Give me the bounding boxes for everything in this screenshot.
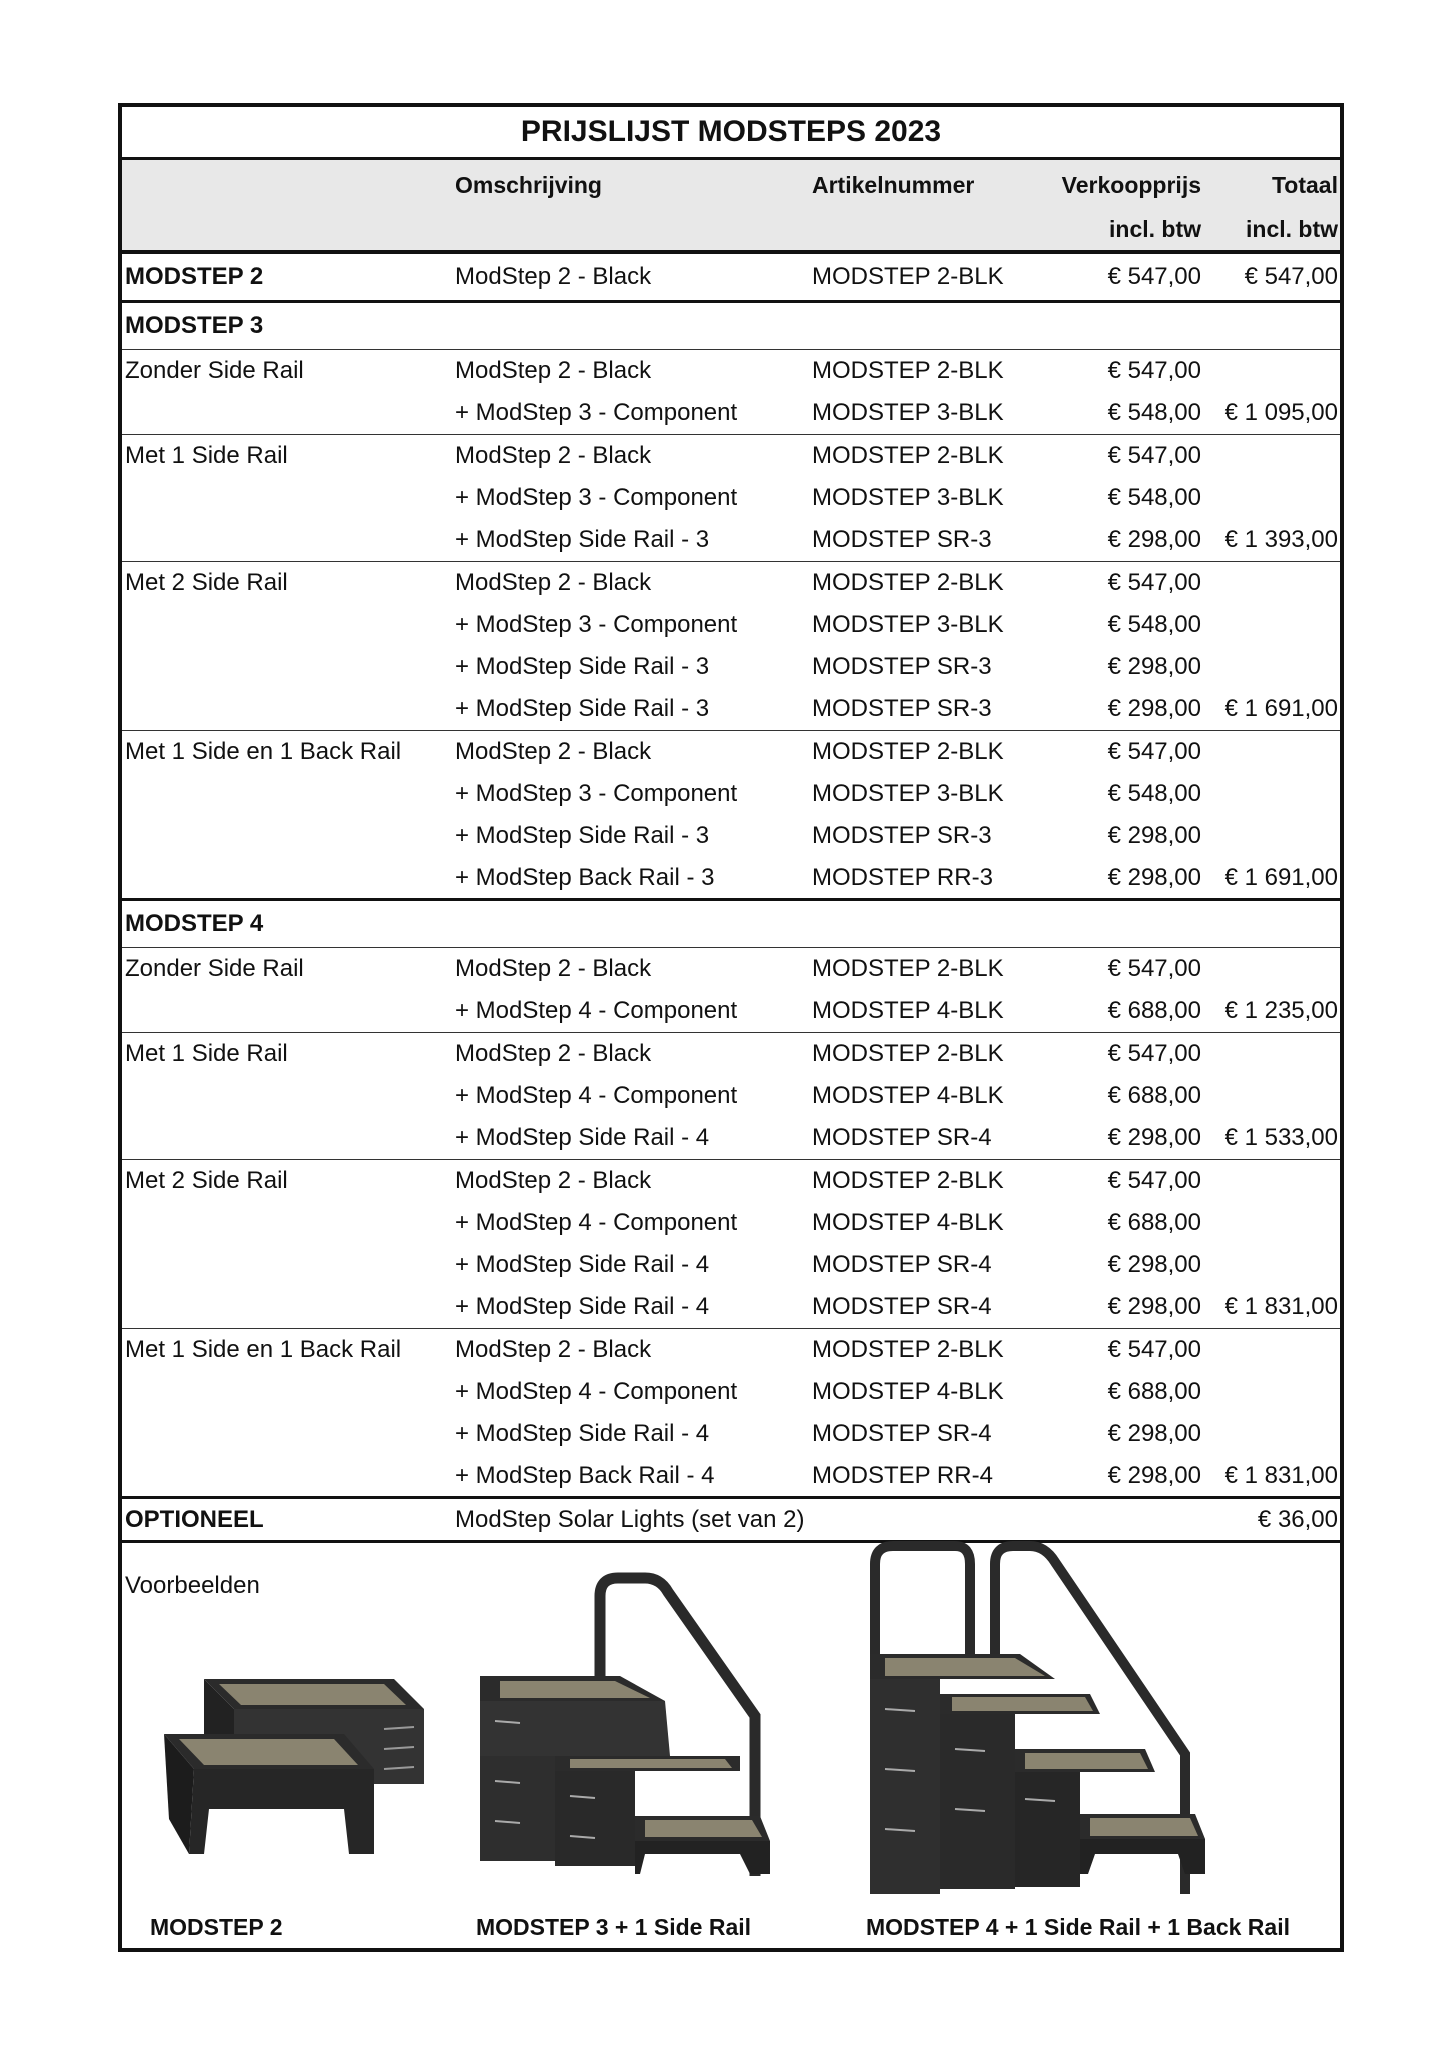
row-description: + ModStep 4 - Component: [455, 1378, 738, 1405]
row-article-number: MODSTEP 2-BLK: [812, 955, 1004, 982]
row-article-number: MODSTEP SR-3: [812, 653, 992, 680]
row-article-number: MODSTEP 2-BLK: [812, 1336, 1004, 1363]
row-label: Met 1 Side en 1 Back Rail: [125, 1336, 402, 1363]
row-price: € 298,00: [1107, 1420, 1201, 1447]
row-article-number: MODSTEP 2-BLK: [812, 738, 1004, 765]
row-price: € 688,00: [1107, 1378, 1201, 1405]
row-price: € 548,00: [1107, 399, 1201, 426]
row-article-number: MODSTEP SR-3: [812, 822, 992, 849]
row-label: OPTIONEEL: [125, 1506, 264, 1533]
row-total: € 1 533,00: [1224, 1124, 1338, 1151]
table-row: [122, 519, 1340, 562]
row-article-number: MODSTEP 2-BLK: [812, 357, 1004, 384]
row-total: € 1 691,00: [1224, 864, 1338, 891]
row-description: + ModStep Side Rail - 3: [455, 695, 710, 722]
row-description: ModStep Solar Lights (set van 2): [455, 1506, 805, 1533]
table-row: [122, 1202, 1340, 1244]
row-price: € 547,00: [1107, 1167, 1201, 1194]
row-article-number: MODSTEP 3-BLK: [812, 611, 1004, 638]
row-label: Zonder Side Rail: [125, 357, 304, 384]
row-article-number: MODSTEP 2-BLK: [812, 1040, 1004, 1067]
row-description: + ModStep 4 - Component: [455, 997, 738, 1024]
modstep-3-side-rail-image: [470, 1556, 780, 1891]
table-row: [122, 948, 1340, 990]
row-article-number: MODSTEP 4-BLK: [812, 1082, 1004, 1109]
row-price: € 298,00: [1107, 526, 1201, 553]
row-price: € 688,00: [1107, 1082, 1201, 1109]
table-body: [122, 254, 1340, 1543]
row-total: € 1 831,00: [1224, 1462, 1338, 1489]
header-description: Omschrijving: [455, 172, 602, 198]
row-price: € 547,00: [1107, 263, 1201, 290]
header-article: Artikelnummer: [812, 172, 975, 198]
row-description: + ModStep 3 - Component: [455, 780, 738, 807]
table-row: [122, 1244, 1340, 1286]
row-label: Met 1 Side Rail: [125, 1040, 288, 1067]
row-description: ModStep 2 - Black: [455, 738, 652, 765]
row-price: € 688,00: [1107, 1209, 1201, 1236]
row-label: Met 1 Side Rail: [125, 442, 288, 469]
header-price-vat: incl. btw: [1109, 216, 1201, 242]
row-price: € 298,00: [1107, 1124, 1201, 1151]
row-total: € 1 831,00: [1224, 1293, 1338, 1320]
header-price: Verkoopprijs: [1061, 172, 1201, 198]
section-heading: [122, 303, 1340, 350]
table-header: [122, 160, 1340, 254]
row-article-number: MODSTEP 2-BLK: [812, 1167, 1004, 1194]
table-row: [122, 990, 1340, 1033]
row-article-number: MODSTEP 2-BLK: [812, 569, 1004, 596]
row-description: + ModStep 3 - Component: [455, 399, 738, 426]
row-article-number: MODSTEP 4-BLK: [812, 1209, 1004, 1236]
row-label: Met 2 Side Rail: [125, 569, 288, 596]
page-title: PRIJSLIJST MODSTEPS 2023: [122, 107, 1340, 160]
row-description: + ModStep 4 - Component: [455, 1209, 738, 1236]
row-description: + ModStep Side Rail - 4: [455, 1251, 710, 1278]
table-row: [122, 1413, 1340, 1455]
row-price: € 547,00: [1107, 442, 1201, 469]
example-caption-1: MODSTEP 2: [150, 1914, 283, 1940]
row-price: € 298,00: [1107, 1293, 1201, 1320]
row-description: ModStep 2 - Black: [455, 357, 652, 384]
modstep-4-side-back-rail-image: [860, 1534, 1240, 1906]
row-label: MODSTEP 3: [125, 312, 264, 339]
table-row: [122, 1286, 1340, 1329]
row-description: ModStep 2 - Black: [455, 1336, 652, 1363]
table-row: [122, 857, 1340, 901]
row-description: + ModStep Side Rail - 4: [455, 1124, 710, 1151]
row-article-number: MODSTEP SR-3: [812, 526, 992, 553]
row-description: ModStep 2 - Black: [455, 442, 652, 469]
row-article-number: MODSTEP SR-4: [812, 1293, 992, 1320]
row-label: Zonder Side Rail: [125, 955, 304, 982]
row-label: Met 1 Side en 1 Back Rail: [125, 738, 402, 765]
row-price: € 548,00: [1107, 484, 1201, 511]
examples-label: Voorbeelden: [125, 1572, 260, 1599]
table-row: [122, 1033, 1340, 1075]
row-description: ModStep 2 - Black: [455, 1167, 652, 1194]
row-price: € 298,00: [1107, 1251, 1201, 1278]
row-description: + ModStep Side Rail - 4: [455, 1293, 710, 1320]
row-price: € 688,00: [1107, 997, 1201, 1024]
table-row: [122, 604, 1340, 646]
row-article-number: MODSTEP 3-BLK: [812, 399, 1004, 426]
table-row: [122, 1160, 1340, 1202]
row-price: € 298,00: [1107, 1462, 1201, 1489]
table-row: [122, 392, 1340, 435]
table-row: [122, 350, 1340, 392]
row-label: Met 2 Side Rail: [125, 1167, 288, 1194]
example-caption-3: MODSTEP 4 + 1 Side Rail + 1 Back Rail: [866, 1914, 1290, 1940]
row-price: € 547,00: [1107, 738, 1201, 765]
row-description: + ModStep Back Rail - 4: [455, 1462, 715, 1489]
row-article-number: MODSTEP SR-4: [812, 1124, 992, 1151]
row-description: ModStep 2 - Black: [455, 1040, 652, 1067]
row-article-number: MODSTEP 3-BLK: [812, 780, 1004, 807]
row-description: + ModStep Side Rail - 3: [455, 822, 710, 849]
row-article-number: MODSTEP SR-3: [812, 695, 992, 722]
table-row: [122, 1371, 1340, 1413]
modstep-2-image: [144, 1639, 434, 1889]
row-price: € 547,00: [1107, 357, 1201, 384]
table-row: [122, 1075, 1340, 1117]
row-article-number: MODSTEP SR-4: [812, 1420, 992, 1447]
row-price: € 298,00: [1107, 822, 1201, 849]
row-price: € 298,00: [1107, 695, 1201, 722]
row-total: € 1 691,00: [1224, 695, 1338, 722]
row-article-number: MODSTEP 2-BLK: [812, 442, 1004, 469]
row-article-number: MODSTEP 3-BLK: [812, 484, 1004, 511]
row-description: + ModStep Side Rail - 3: [455, 526, 710, 553]
row-article-number: MODSTEP 4-BLK: [812, 1378, 1004, 1405]
row-description: + ModStep 4 - Component: [455, 1082, 738, 1109]
table-row: [122, 435, 1340, 477]
row-description: + ModStep 3 - Component: [455, 484, 738, 511]
example-caption-2: MODSTEP 3 + 1 Side Rail: [476, 1914, 752, 1940]
header-total: Totaal: [1271, 172, 1338, 198]
row-price: € 298,00: [1107, 653, 1201, 680]
row-total: € 547,00: [1244, 263, 1338, 290]
section-row-modstep-2: [122, 254, 1340, 303]
table-row: [122, 1329, 1340, 1371]
table-row: [122, 1117, 1340, 1160]
row-total: € 1 095,00: [1224, 399, 1338, 426]
examples-section: [122, 1534, 1340, 1948]
row-description: ModStep 2 - Black: [455, 263, 652, 290]
row-total: € 1 235,00: [1224, 997, 1338, 1024]
row-description: + ModStep Back Rail - 3: [455, 864, 715, 891]
table-row: [122, 1455, 1340, 1499]
row-label: MODSTEP 4: [125, 910, 264, 937]
row-total: € 1 393,00: [1224, 526, 1338, 553]
row-article-number: MODSTEP 4-BLK: [812, 997, 1004, 1024]
row-article-number: MODSTEP 2-BLK: [812, 263, 1004, 290]
row-price: € 547,00: [1107, 569, 1201, 596]
section-heading: [122, 901, 1340, 948]
table-row: [122, 562, 1340, 604]
table-row: [122, 477, 1340, 519]
row-description: ModStep 2 - Black: [455, 569, 652, 596]
header-total-vat: incl. btw: [1246, 216, 1338, 242]
row-description: + ModStep Side Rail - 3: [455, 653, 710, 680]
row-description: ModStep 2 - Black: [455, 955, 652, 982]
row-description: + ModStep 3 - Component: [455, 611, 738, 638]
row-label: MODSTEP 2: [125, 263, 264, 290]
table-row: [122, 815, 1340, 857]
price-list-sheet: [118, 103, 1344, 1952]
table-row: [122, 773, 1340, 815]
row-price: € 547,00: [1107, 1040, 1201, 1067]
row-price: € 547,00: [1107, 1336, 1201, 1363]
table-row: [122, 646, 1340, 688]
row-article-number: MODSTEP SR-4: [812, 1251, 992, 1278]
row-total: € 36,00: [1257, 1506, 1338, 1533]
table-row: [122, 688, 1340, 731]
row-price: € 548,00: [1107, 611, 1201, 638]
row-price: € 298,00: [1107, 864, 1201, 891]
row-description: + ModStep Side Rail - 4: [455, 1420, 710, 1447]
row-article-number: MODSTEP RR-4: [812, 1462, 993, 1489]
table-row: [122, 731, 1340, 773]
row-article-number: MODSTEP RR-3: [812, 864, 993, 891]
row-price: € 548,00: [1107, 780, 1201, 807]
row-price: € 547,00: [1107, 955, 1201, 982]
